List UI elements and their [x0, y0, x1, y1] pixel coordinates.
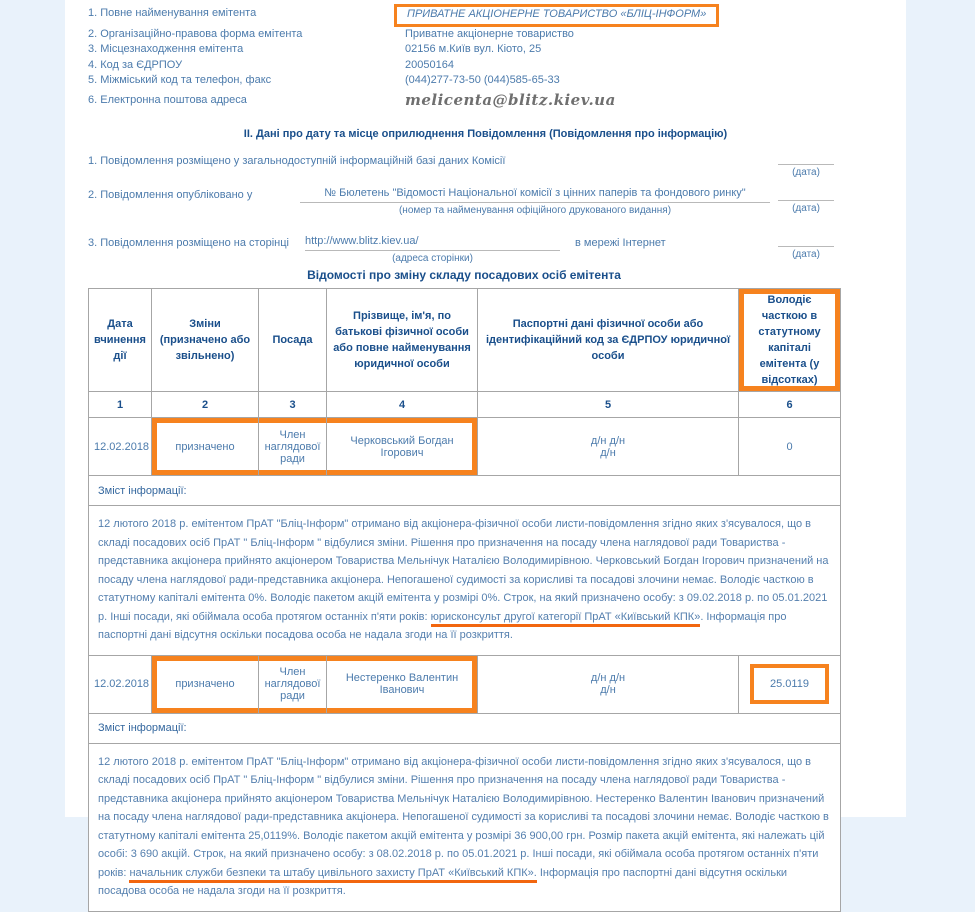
cell-date: 12.02.2018	[89, 418, 152, 476]
content-paragraph-row	[89, 506, 841, 656]
info-label: 4. Код за ЄДРПОУ	[88, 58, 183, 71]
emitter-info-section	[88, 6, 892, 108]
passport-line: д/н д/н	[590, 434, 626, 447]
bulletin-value: № Бюлетень "Відомості Національної комісії з цінних паперів та фондового ринку"	[300, 187, 770, 203]
notice-url-link[interactable]: http://www.blitz.kiev.ua/	[305, 235, 419, 247]
paragraph-text: . Інформація про паспортні дані відсутня оскільки посадова особа не надала згоди на її розкриття.	[98, 610, 787, 641]
col-number: 3	[259, 392, 327, 418]
table-header-row	[89, 289, 841, 392]
section2-item2-label: 2. Повідомлення опубліковано у	[88, 189, 253, 201]
info-value: Приватне акціонерне товариство	[405, 27, 574, 40]
cell-change-highlighted: призначено	[152, 418, 259, 476]
info-row	[88, 58, 892, 74]
info-row	[88, 73, 892, 89]
cell-passport	[478, 655, 739, 713]
cell-name-highlighted: Черковський Богдан Ігорович	[327, 418, 478, 476]
paragraph-text: Інформація про паспортні дані відсутня оскільки посадова особа не надала згоди на її розкриття.	[98, 866, 788, 897]
column-number-row	[89, 392, 841, 418]
content-paragraph	[89, 743, 841, 911]
issuer-name-highlight: ПРИВАТНЕ АКЦІОНЕРНЕ ТОВАРИСТВО «БЛІЦ-ІНФОРМ»	[394, 4, 719, 27]
header-date: Дата вчинення дії	[89, 289, 152, 392]
passport-line: д/н д/н	[590, 672, 626, 684]
info-label: 5. Міжміський код та телефон, факс	[88, 74, 272, 86]
info-row	[88, 27, 892, 43]
cell-position-highlighted: Член наглядової ради	[259, 418, 327, 476]
info-row	[88, 42, 892, 58]
date-caption: (дата)	[792, 249, 820, 260]
date-field	[778, 152, 834, 178]
content-label: Зміст інформації:	[89, 476, 841, 506]
passport-line: д/н	[600, 684, 616, 696]
date-underline	[778, 234, 834, 247]
section2-item1-label: 1. Повідомлення розміщено у загальнодоступній інформаційній базі даних Комісії	[88, 155, 506, 167]
table-title: Відомості про зміну складу посадових осіб емітента	[307, 268, 621, 282]
share-value-highlighted: 25.0119	[750, 664, 829, 704]
col-number: 5	[478, 392, 739, 418]
date-caption: (дата)	[792, 203, 820, 214]
date-underline	[778, 188, 834, 201]
header-name: Прізвище, ім'я, по батькові фізичної особи або повне найменування юридичної особи	[327, 289, 478, 392]
table-row	[89, 418, 841, 476]
cell-passport	[478, 418, 739, 476]
content-label: Зміст інформації:	[89, 713, 841, 743]
internet-suffix: в мережі Інтернет	[575, 237, 666, 249]
content-paragraph	[89, 506, 841, 656]
col-number: 2	[152, 392, 259, 418]
content-paragraph-row	[89, 743, 841, 911]
cell-share: 0	[739, 418, 841, 476]
bulletin-field	[300, 187, 770, 216]
section2-title: ІІ. Дані про дату та місце оприлюднення Повідомлення (Повідомлення про інформацію)	[243, 128, 728, 140]
info-value	[405, 6, 892, 27]
cell-name-highlighted: Нестеренко Валентин Іванович	[327, 655, 478, 713]
url-field	[305, 235, 560, 264]
info-value: 02156 м.Київ вул. Кіото, 25	[405, 43, 542, 55]
email-image-text: melicenta@blitz.kiev.ua	[405, 90, 616, 109]
col-number: 1	[89, 392, 152, 418]
header-passport: Паспортні дані фізичної особи або ідентифікаційний код за ЄДРПОУ юридичної особи	[478, 289, 739, 392]
col-number: 6	[739, 392, 841, 418]
paragraph-text: 12 лютого 2018 р. емітентом ПрАТ "Бліц-Інформ" отримано від акціонера-фізичної особи листи-повідомлення згідно яких з'ясувалося, що в складі посадових осіб ПрАТ " Бліц-Інформ " відбулися зміни. Рішення про призначення на посаду члена наглядової ради Товариства - представника акціонера прийнято акціонером Товариства Мельнічук Наталією Володимирівною. Черковський Богдан Ігорович призначений на посаду члена наглядової ради-представника акціонера. Непогашеної судимості за корисливі та посадові злочини немає. Володіє часткою в статутному капіталі емітента 0%. Володіє пакетом акцій емітента у розмірі 0%. Строк, на який призначено особу: з 09.02.2018 р. по 05.01.2021 р. Інші посади, які обіймала особа протягом останніх п'яти років:	[98, 518, 829, 623]
info-row	[88, 6, 892, 27]
table-row	[89, 655, 841, 713]
date-caption: (дата)	[792, 167, 820, 178]
cell-change-highlighted: призначено	[152, 655, 259, 713]
info-row	[88, 90, 892, 109]
info-value: 20050164	[405, 58, 454, 71]
date-field	[778, 234, 834, 260]
date-field	[778, 188, 834, 214]
content-label-row	[89, 476, 841, 506]
passport-line: д/н	[600, 446, 616, 459]
paragraph-text: 12 лютого 2018 р. емітентом ПрАТ "Бліц-Інформ" отримано від акціонера-фізичної особи листи-повідомлення згідно яких з'ясувалося, що в складі посадових осіб ПрАТ " Бліц-Інформ " відбулися зміни. Рішення про призначення на посаду члена наглядової ради Товариства - представника акціонера прийнято акціонером Товариства Мельнічук Наталією Володимирівною. Нестеренко Валентин Іванович призначений на посаду члена наглядової ради-представника акціонера. Непогашеної судимості за корисливі та посадові злочини немає. Володіє часткою в статутному капіталі емітента 25,0119%. Володіє пакетом акцій емітента у розмірі 36 900,00 грн. Розмір пакета акцій емітента, які належать цій особі: 3 690 акцій. Строк, на який призначено особу: з 08.02.2018 р. по 05.01.2021 р. Інші посади, які обіймала особа протягом останніх п'яти років:	[98, 755, 829, 879]
document-page	[65, 0, 906, 897]
section2-item3-label: 3. Повідомлення розміщено на сторінці	[88, 237, 289, 249]
header-position: Посада	[259, 289, 327, 392]
info-label: 2. Організаційно-правова форма емітента	[88, 27, 303, 40]
paragraph-marked-text: начальник служби безпеки та штабу цивільного захисту ПрАТ «Київський КПК».	[129, 867, 536, 883]
info-value: (044)277-73-50 (044)585-65-33	[405, 74, 560, 86]
header-change: Зміни (призначено або звільнено)	[152, 289, 259, 392]
info-label: 3. Місцезнаходження емітента	[88, 43, 244, 55]
officials-table	[88, 288, 841, 912]
cell-date: 12.02.2018	[89, 655, 152, 713]
content-label-row	[89, 713, 841, 743]
info-label: 6. Електронна поштова адреса	[88, 93, 247, 106]
info-label: 1. Повне найменування емітента	[88, 7, 257, 19]
header-share-highlighted: Володіє часткою в статутному капіталі емітента (у відсотках)	[739, 289, 841, 392]
paragraph-marked-text: юрисконсульт другої категорії ПрАТ «Київський КПК»	[431, 611, 701, 627]
bulletin-caption: (номер та найменування офіційного друкованого видання)	[398, 205, 672, 216]
date-underline	[778, 152, 834, 165]
cell-share	[739, 655, 841, 713]
col-number: 4	[327, 392, 478, 418]
cell-position-highlighted: Член наглядової ради	[259, 655, 327, 713]
url-caption: (адреса сторінки)	[392, 253, 473, 264]
